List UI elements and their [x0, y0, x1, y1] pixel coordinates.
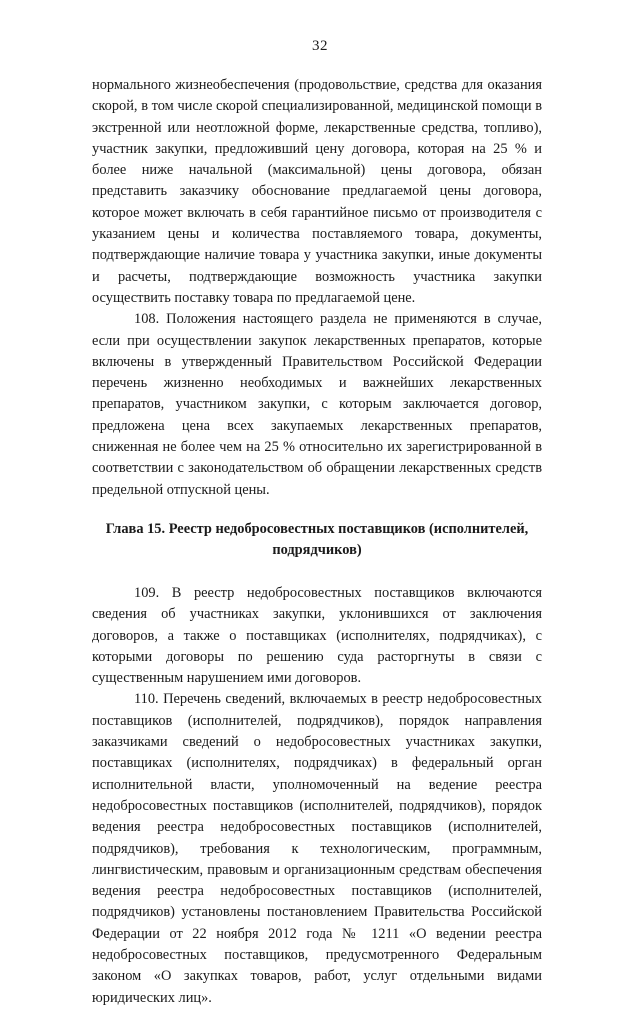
- paragraph-continued: нормального жизнеобеспечения (продовольствие, средства для оказания скорой, в том числе скорой специализированной, медицинской помощи в экстренной или неотложной форме, лекарственные средства, топливо), участник закупки, предложивший цену договора, которая на 25 % и более ниже начальной (максимальной) цены договора, обязан представить заказчику обоснование предлагаемой цены договора, которое может включать в себя гарантийное письмо от производителя с указанием цены и количества поставляемого товара, документы, подтверждающие наличие товара у участника закупки, иные документы и расчеты, подтверждающие возможность участника закупки осуществить поставку товара по предлагаемой цене.: [92, 77, 542, 306]
- paragraph-109: 109. В реестр недобросовестных поставщиков включаются сведения об участниках закупки, уклонившихся от заключения договоров, а также о поставщиках (исполнителях, подрядчиках), с которыми договоры по решению суда расторгнуты в связи с существенным нарушением ими договоров.: [92, 584, 542, 687]
- document-body: [92, 75, 542, 1009]
- chapter-heading: Глава 15. Реестр недобросовестных поставщиков (исполнителей, подрядчиков): [105, 520, 529, 558]
- page-number: 32: [312, 38, 328, 54]
- paragraph-108: 108. Положения настоящего раздела не применяются в случае, если при осуществлении закупок лекарственных препаратов, которые включены в утвержденный Правительством Российской Федерации перечень жизненно необходимых и важнейших лекарственных препаратов, участником закупки, с которым заключается договор, предложена цена всех закупаемых лекарственных препаратов, сниженная не более чем на 25 % относительно их зарегистрированной в соответствии с законодательством об обращении лекарственных средств предельной отпускной цены.: [92, 311, 542, 498]
- paragraph-110: 110. Перечень сведений, включаемых в реестр недобросовестных поставщиков (исполнителей, подрядчиков), порядок направления заказчиками сведений о недобросовестных участниках закупки, поставщиках (исполнителях, подрядчиках) в федеральный орган исполнительной власти, уполномоченный на ведение реестра недобросовестных поставщиков (исполнителей, подрядчиков), порядок ведения реестра недобросовестных поставщиков (исполнителей, подрядчиков), требования к технологическим, программным, лингвистическим, правовым и организационным средствам обеспечения ведения реестра недобросовестных поставщиков (исполнителей, подрядчиков) установлены постановлением Правительства Российской Федерации от 22 ноября 2012 года № 1211 «О ведении реестра недобросовестных поставщиков, предусмотренного Федеральным законом «О закупках товаров, работ, услуг отдельными видами юридических лиц».: [92, 691, 542, 1006]
